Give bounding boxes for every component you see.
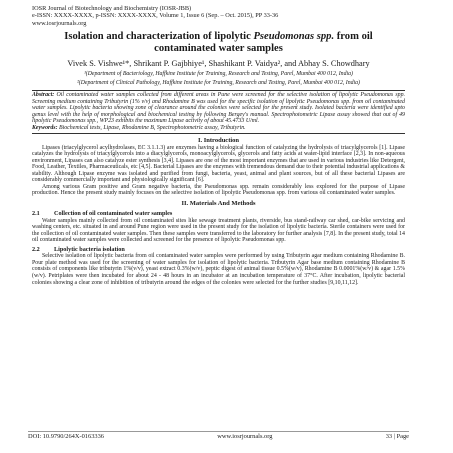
title-part2: from oil contaminated water samples xyxy=(154,30,373,54)
methods-paragraph-2-1: Water samples mainly collected from oil contaminated sites like sewage treatment plants, riverside, bus stand-railway car shed, car-bike servicing and washing centers, etc. situated in and around Pune region were used in the present study for the isolation of lipolytic bacteria. Sterile containers were used for the collection of oil contaminated water samples. Then these samples were transferred to the laboratory for further analysis [7,8]. In the present study, total 14 oil contaminated water samples were collected and screened for the presence of lipolytic Pseudomonas spp. xyxy=(32,217,405,244)
keywords-text: Biochemical tests, Lipase, Rhodamine B, Spectrophotometric assay, Tributyrin. xyxy=(57,125,246,132)
abstract-box xyxy=(32,90,405,133)
intro-paragraph-2: Among various Gram positive and Gram negative bacteria, the Pseudomonas spp. remain considerably less explored for the purpose of Lipase production. Hence the present study mainly focuses on the selective isolation of lipolytic Pseudomonas spp. from various oil contaminated water samples. xyxy=(32,183,405,197)
subsection-title: Collection of oil contaminated water samples xyxy=(54,209,173,217)
journal-website: www.iosrjournals.org xyxy=(32,19,87,27)
title-italic: Pseudomonas spp. xyxy=(253,30,335,42)
footer-doi: DOI: 10.9790/264X-0163336 xyxy=(28,433,104,440)
journal-issn: e-ISSN: XXXX-XXXX, p-ISSN: XXXX-XXXX, Volume 1, Issue 6 (Sep. – Oct. 2015), PP 33-36 xyxy=(32,12,279,20)
subsection-number: 2.2 xyxy=(32,245,40,253)
paper-title xyxy=(32,31,405,55)
title-part1: Isolation and characterization of lipolytic xyxy=(64,30,254,42)
methods-paragraph-2-2: Selective isolation of lipolytic bacteria from oil contaminated water samples were performed by using Tributyrin agar medium containing Rhodamine B. Pour plate method was used for the screening of water samples for isolation of lipolytic bacteria. Tributyrin Agar base medium containing Rhodamine B consists of components like tributyrin 1%(v/v), yeast extract 0.3%(w/v), peptic digest of animal tissue 0.5%(w/v), Rhodamine B 0.0001%(w/v) & agar 1.5%(w/v). Petriplates were then incubated for about 24 - 48 hours in an incubator at an incubation temperature of 37°C. After incubation, lipolytic bacterial colonies showing a clear zone of inhibition of tributyrin around the edges of the colonies were selected for the further studies [9,10,11,12]. xyxy=(32,253,405,286)
footer-website: www.iosrjournals.org xyxy=(217,433,273,440)
section-heading-methods: II. Materials And Methods xyxy=(181,199,256,207)
author-list: Vivek S. Vishwe¹*, Shrikant P. Gajbhiye¹, Shashikant P. Vaidya², and Abhay S. Chowdhary xyxy=(67,58,370,68)
page-footer xyxy=(28,431,409,441)
subsection-title: Lipolytic bacteria isolation xyxy=(54,245,125,253)
section-heading-introduction: I. Introduction xyxy=(197,136,240,144)
affiliation-2: ²(Department of Clinical Pathology, Haffkine Institute for Training, Research and Testing, Parel, Mumbai 400 012, India) xyxy=(77,79,360,86)
keywords xyxy=(32,125,405,132)
intro-paragraph-1: Lipases (triacylglycerol acylhydrolases, EC 3.1.1.3) are enzymes having a biological function of catalyzing the hydrolysis of triacylglycerols [1]. Lipase catalyzes the hydrolysis of triacylglycerols into a diacylglycerols, monoacylglycerols, glycerols and fatty acids at water-lipid interface [2,3]. In non-aqueous environment, Lipases can also catalyze ester synthesis [3,4]. Lipases are one of the most important enzymes that are used in various industries like Detergent, Food, Leather, Textiles, Pharmaceuticals, etc [4,5]. Bacterial Lipases are the enzymes with tremendous demand due to their potential industrial applications & stability. Although Lipase enzyme was isolated and purified from fungi, bacteria, yeast, animal and plant sources, but of all these bacterial Lipases are considerably commercially important and physiologically significant [6]. xyxy=(32,144,405,184)
page-number: 33 | Page xyxy=(385,433,409,440)
affiliation-1: ¹(Department of Bacteriology, Haffkine Institute for Training, Research and Testing, Parel, Mumbai 400 012, India) xyxy=(84,70,353,77)
journal-header xyxy=(32,5,405,27)
abstract-label: Abstract: xyxy=(32,92,55,99)
abstract-text: Oil contaminated water samples collected from different areas in Pune were screened for the selective isolation of lipolytic Pseudomonas spp. Screening medium containing Tributyrin (1% v/v) and Rhodamine B was used for the specific isolation of lipolytic Pseudomonas spp. from oil contaminated water samples. Lipolytic bacteria showing zone of clearance around the colonies were selected for the present study. Isolated bacteria were identified upto genus level with the help of morphological and biochemical testing by following Bergey's manual. Spectrophotometric Lipase assay showed that out of 49 lipolytic Pseudomonas spp., WP23 exhibits the maximum Lipase activity of about 45.4733 U/ml. xyxy=(32,92,405,125)
keywords-label: Keywords: xyxy=(32,125,58,132)
journal-name: IOSR Journal of Biotechnology and Biochemistry (IOSR-JBB) xyxy=(32,5,192,12)
subsection-heading-2-1 xyxy=(32,210,405,218)
abstract xyxy=(32,92,405,125)
subsection-number: 2.1 xyxy=(32,209,40,217)
